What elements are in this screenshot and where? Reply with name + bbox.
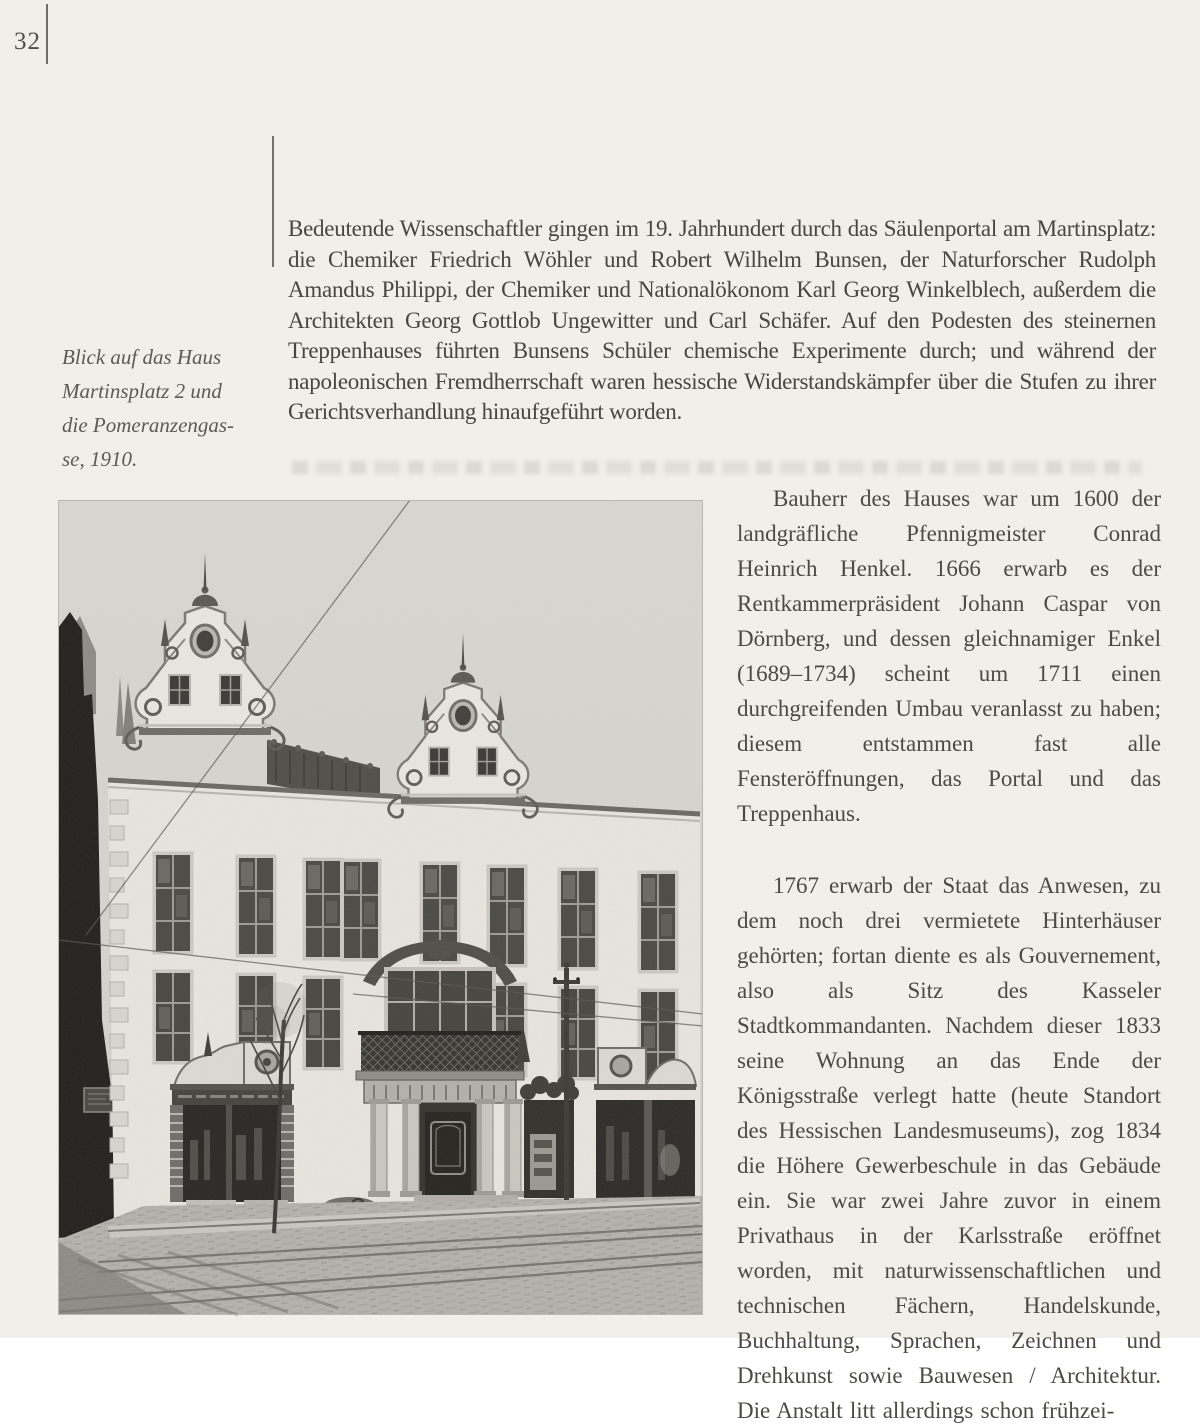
caption-line: Blick auf das Haus <box>62 345 222 369</box>
intro-paragraph: Bedeutende Wissenschaftler gingen im 19. Jahrhundert durch das Säulenportal am Martinsplatz: die Chemiker Friedrich Wöhler und Robert Wilhelm Bunsen, der Naturforscher Rudolph Amandus Philippi, der Chemiker und Nationalökonom Karl Georg Winkelblech, außerdem die Architekten Georg Gottlob Ungewitter und Carl Schäfer. Auf den Podesten des steinernen Treppenhauses führten Bunsens Schüler chemische Experimente durch; und während der napoleonischen Fremdherrschaft waren hessische Widerstandskämpfer über die Stufen zu ihrer Gerichtsverhandlung hinaufgeführt worden. <box>288 216 1156 424</box>
building-photo-svg <box>58 500 703 1315</box>
caption-line: die Pomeranzengas- <box>62 413 235 437</box>
article-paragraph-2: 1767 erwarb der Staat das Anwesen, zu dem noch drei vermietete Hinterhäuser gehörten; fortan diente es als Gouvernement, also als Sitz des Kasseler Stadtkommandanten. Nachdem dieser 1833 seine Wohnung an das Ende der Königsstraße verlegt hatte (heute Standort des Hessischen Landesmuseums), zog 1834 die Höhere Gewerbeschule in das Gebäude ein. Sie war zwei Jahre zuvor in einem Privathaus in der Karlsstraße eröffnet worden, mit naturwissenschaftlichen und technischen Fächern, Handelskunde, Buchhaltung, Sprachen, Zeichnen und Drehkunst sowie Bauwesen / Architektur. Die Anstalt litt allerdings schon frühzei- <box>737 873 1161 1423</box>
page-number: 32 <box>14 28 41 55</box>
building-photo <box>58 500 703 1315</box>
intro-paragraph-rule <box>272 136 274 267</box>
caption-line: se, 1910. <box>62 447 138 471</box>
article-column <box>737 481 1161 1423</box>
page-number-rule <box>46 4 48 64</box>
caption-line: Martinsplatz 2 und <box>62 379 222 403</box>
bleed-through-text <box>292 461 1142 474</box>
article-paragraph-1: Bauherr des Hauses war um 1600 der landgräfliche Pfennigmeister Conrad Heinrich Henkel. 1666 erwarb es der Rentkammerpräsident Johann Caspar von Dörnberg, und dessen gleichnamiger Enkel (1689–1734) scheint um 1711 einen durchgreifenden Umbau veranlasst zu haben; diesem entstammen fast alle Fensteröffnungen, das Portal und das Treppenhaus. <box>737 486 1161 826</box>
photo-caption <box>62 340 272 476</box>
photo-grain <box>58 500 703 1315</box>
